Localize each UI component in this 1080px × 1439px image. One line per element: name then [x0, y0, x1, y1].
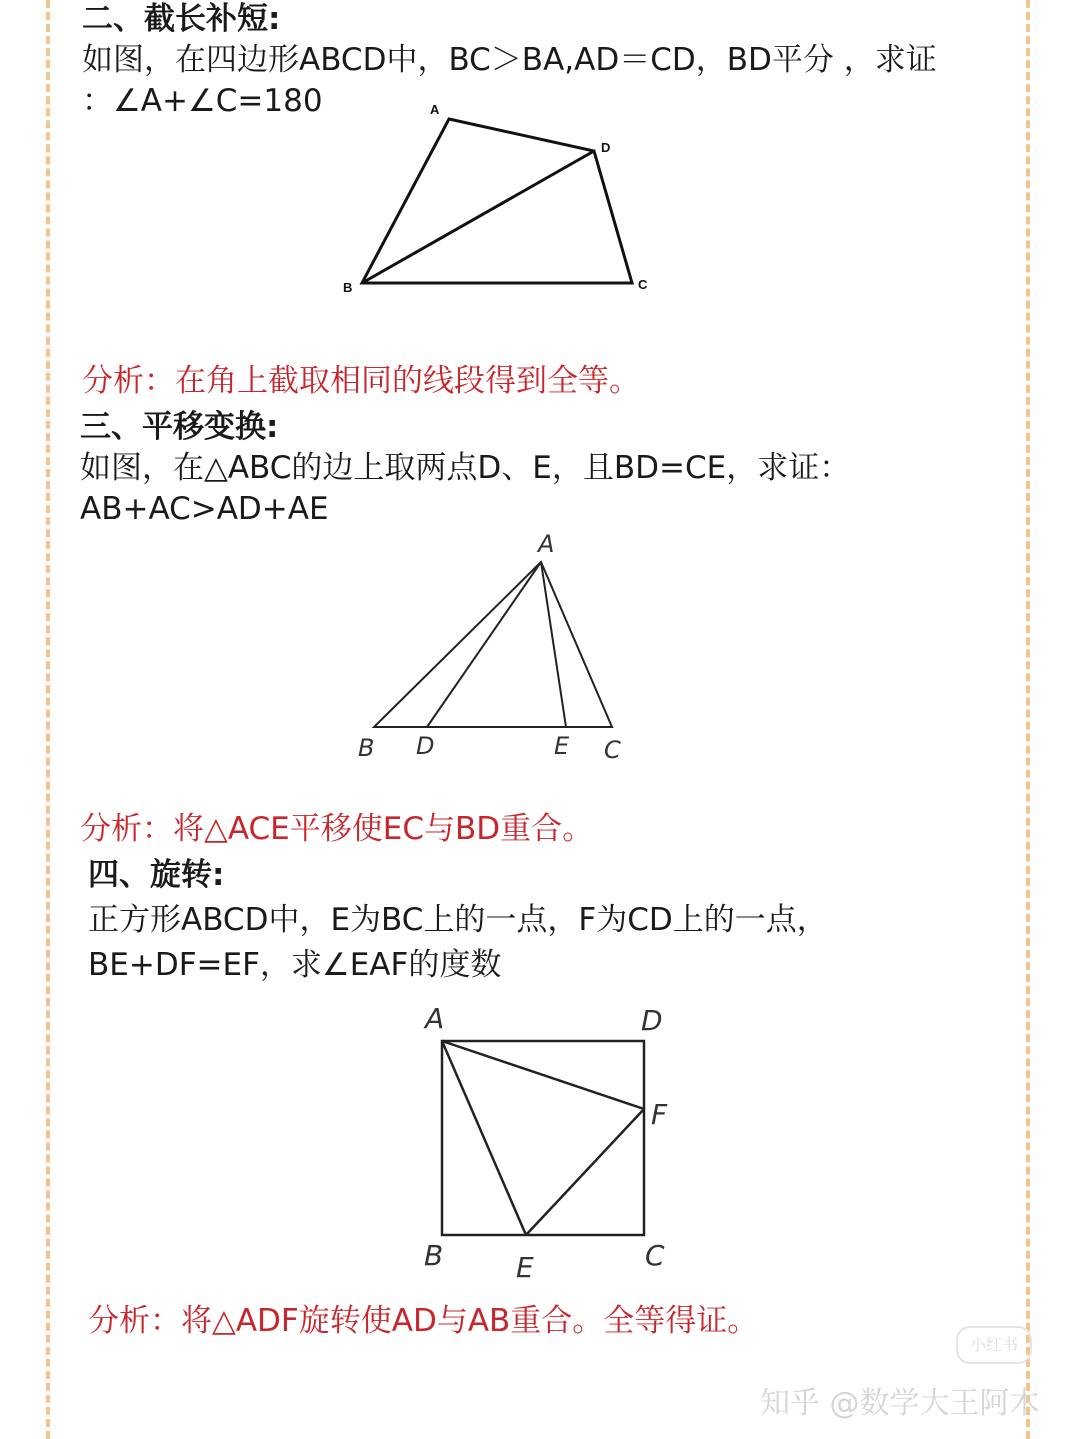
segment-ae	[442, 1041, 526, 1235]
vertex-label-e: E	[516, 1251, 534, 1284]
vertex-label-c: C	[604, 736, 621, 764]
xiaohongshu-watermark-logo: 小红书	[956, 1326, 1032, 1364]
problem-text-line: BE+DF=EF，求∠EAF的度数	[88, 947, 502, 983]
vertex-label-a: A	[430, 102, 440, 117]
analysis-text: 分析：将△ACE平移使EC与BD重合。	[80, 811, 594, 847]
vertex-label-a: A	[538, 530, 555, 558]
section-heading-pingyi: 三、平移变换:	[80, 409, 279, 445]
vertex-label-d: D	[416, 732, 435, 760]
section-heading-jiechangbuduan: 二、截长补短:	[82, 1, 281, 37]
section-heading-xuanzhuan: 四、旋转:	[88, 857, 225, 893]
problem-text-line: 正方形ABCD中，E为BC上的一点，F为CD上的一点，	[88, 902, 828, 938]
vertex-label-b: B	[358, 734, 375, 762]
analysis-text: 分析：在角上截取相同的线段得到全等。	[82, 363, 640, 399]
segment-af	[442, 1041, 644, 1109]
zhihu-watermark-credit: 知乎 @数学大王阿木	[760, 1386, 1040, 1421]
problem-text-line: 如图，在△ABC的边上取两点D、E，且BD=CE，求证：	[80, 450, 851, 486]
problem-text-line: 如图，在四边形ABCD中，BC＞BA,AD＝CD，BD平分 ，求证	[82, 42, 937, 78]
problem-text-line: AB+AC>AD+AE	[80, 491, 329, 527]
vertex-label-d: D	[641, 1004, 663, 1037]
vertex-label-f: F	[651, 1098, 668, 1131]
vertex-label-a: A	[425, 1002, 445, 1035]
square-abcd	[442, 1041, 644, 1235]
vertex-label-c: C	[645, 1239, 665, 1272]
vertex-label-b: B	[343, 280, 353, 295]
vertex-label-d: D	[601, 140, 611, 155]
segment-ef	[526, 1109, 644, 1235]
vertex-label-b: B	[424, 1239, 444, 1272]
analysis-text: 分析：将△ADF旋转使AD与AB重合。全等得证。	[88, 1303, 759, 1339]
vertex-label-c: C	[638, 277, 648, 292]
problem-text-line: ：∠A+∠C=180	[82, 83, 323, 119]
vertex-label-e: E	[554, 732, 570, 760]
